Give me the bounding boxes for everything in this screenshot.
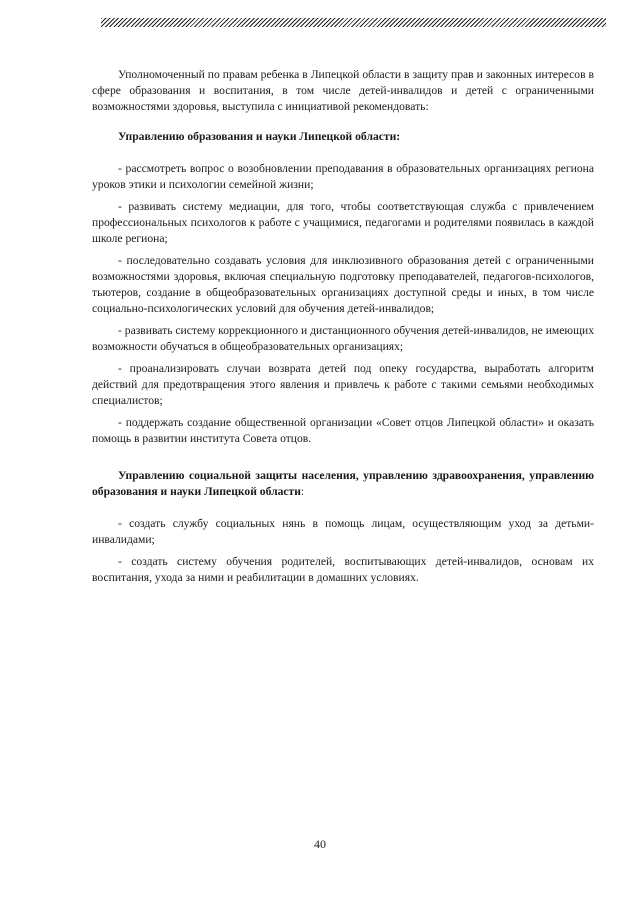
section-2-heading — [92, 468, 594, 500]
section-2-heading-colon: : — [300, 485, 305, 498]
recommendation-item: - создать систему обучения родителей, воспитывающих детей-инвалидов, основам их воспитания, ухода за ними и реабилитации в домашних условиях. — [92, 555, 594, 584]
intro-paragraph: Уполномоченный по правам ребенка в Липецкой области в защиту прав и законных интересов в сфере образования и воспитания, в том числе детей-инвалидов и детей с ограниченными возможностями здоровья, выступила с инициативой рекомендовать: — [92, 68, 594, 113]
recommendation-item: - развивать систему коррекционного и дистанционного обучения детей-инвалидов, не имеющих возможности обучаться в общеобразовательных организациях; — [92, 324, 594, 353]
recommendation-item: - проанализировать случаи возврата детей под опеку государства, выработать алгоритм действий для предотвращения этого явления и привлечь к работе с такими семьями необходимых специалистов; — [92, 362, 594, 407]
recommendation-item: - развивать систему медиации, для того, чтобы соответствующая служба с привлечением профессиональных психологов к работе с учащимися, педагогами и родителями появилась в каждой школе региона; — [92, 200, 594, 245]
document-body — [92, 67, 594, 586]
page-number: 40 — [314, 837, 326, 851]
recommendation-item: - последовательно создавать условия для инклюзивного образования детей с ограниченными возможностями здоровья, включая специальную подготовку преподавателей, педагогов-психологов, тьютеров, создание в общеобразовательных организациях доступной среды и иных, в том числе социально-психологических условий для обучения детей-инвалидов; — [92, 254, 594, 315]
header-hatched-rule — [101, 18, 606, 27]
section-2-heading-text: Управлению социальной защиты населения, управлению здравоохранения, управлению образования и науки Липецкой области — [92, 469, 594, 498]
recommendation-item: - рассмотреть вопрос о возобновлении преподавания в образовательных организациях региона уроков этики и психологии семейной жизни; — [92, 162, 594, 191]
section-1-heading-text: Управлению образования и науки Липецкой области: — [118, 130, 401, 143]
section-1-heading — [92, 129, 594, 145]
recommendation-item: - поддержать создание общественной организации «Совет отцов Липецкой области» и оказать помощь в развитии института Совета отцов. — [92, 416, 594, 445]
recommendation-item: - создать службу социальных нянь в помощь лицам, осуществляющим уход за детьми-инвалидами; — [92, 517, 594, 546]
